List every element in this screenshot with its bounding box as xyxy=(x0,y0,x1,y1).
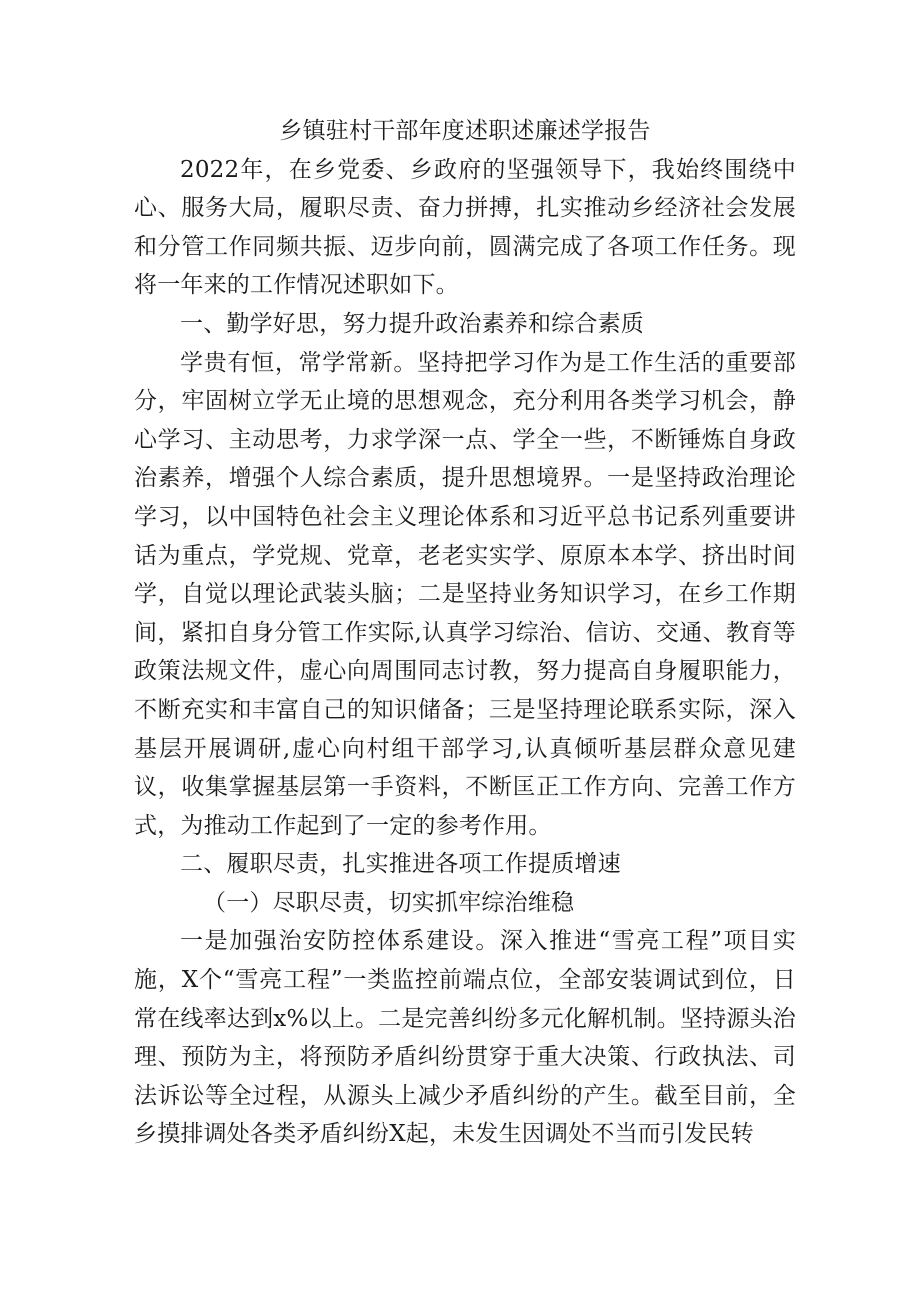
intro-paragraph: 2022年，在乡党委、乡政府的坚强领导下，我始终围绕中心、服务大局，履职尽责、奋力拼搏，扎实推动乡经济社会发展和分管工作同频共振、迈步向前，圆满完成了各项工作任务。现将一年来的工作情况述职如下。 xyxy=(134,156,796,299)
subsection-heading-2-1: （一）尽职尽责，切实抓牢综治维稳 xyxy=(203,889,575,916)
section-heading-1: 一、勤学好思，努力提升政治素养和综合素质 xyxy=(180,310,644,337)
section-1-paragraph: 学贵有恒，常学常新。坚持把学习作为是工作生活的重要部分，牢固树立学无止境的思想观念，充分利用各类学习机会，静心学习、主动思考，力求学深一点、学全一些，不断锤炼自身政治素养，增强个人综合素质，提升思想境界。一是坚持政治理论学习，以中国特色社会主义理论体系和习近平总书记系列重要讲话为重点，学党规、党章，老老实实学、原原本本学、挤出时间学，自觉以理论武装头脑；二是坚持业务知识学习，在乡工作期间，紧扣自身分管工作实际,认真学习综治、信访、交通、教育等政策法规文件，虚心向周围同志讨教，努力提高自身履职能力，不断充实和丰富自己的知识储备；三是坚持理论联系实际，深入基层开展调研,虚心向村组干部学习,认真倾听基层群众意见建议，收集掌握基层第一手资料，不断匡正工作方向、完善工作方式，为推动工作起到了一定的参考作用。 xyxy=(134,349,796,839)
subsection-2-1-paragraph: 一是加强治安防控体系建设。深入推进“雪亮工程”项目实施，X个“雪亮工程”一类监控前端点位，全部安装调试到位，日常在线率达到x%以上。二是完善纠纷多元化解机制。坚持源头治理、预防为主，将预防矛盾纠纷贯穿于重大决策、行政执法、司法诉讼等全过程，从源头上减少矛盾纠纷的产生。截至目前，全乡摸排调处各类矛盾纠纷X起，未发生因调处不当而引发民转 xyxy=(134,928,796,1148)
document-title: 乡镇驻村干部年度述职述廉述学报告 xyxy=(279,118,651,144)
document-body xyxy=(134,112,796,1154)
section-heading-2: 二、履职尽责，扎实推进各项工作提质增速 xyxy=(180,851,621,878)
